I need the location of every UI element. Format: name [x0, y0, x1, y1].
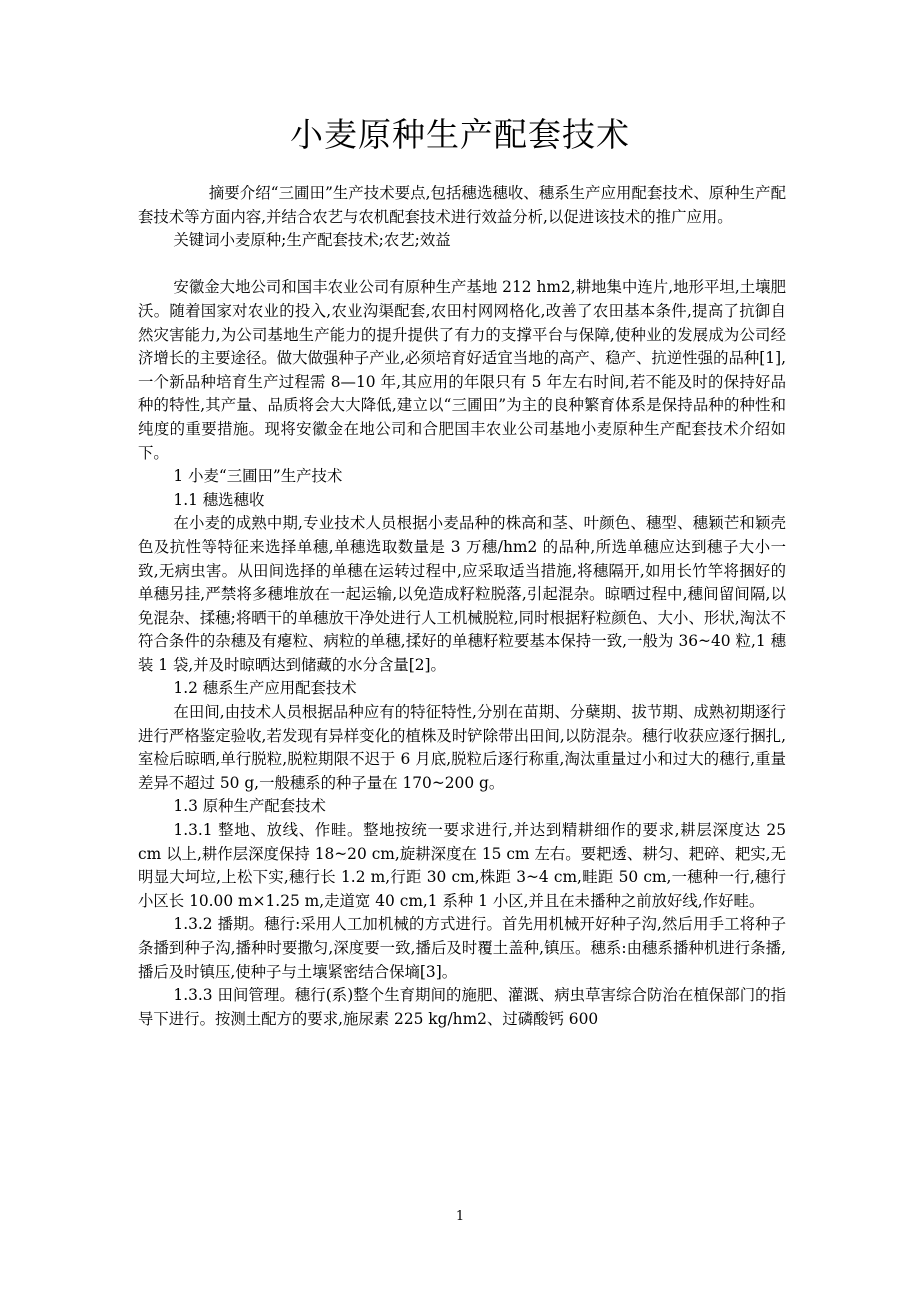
document-title: 小麦原种生产配套技术 — [290, 115, 630, 154]
subsection-heading-1-2: 1.2 穗系生产应用配套技术 — [173, 679, 357, 698]
section-heading-1: 1 小麦“三圃田”生产技术 — [173, 467, 343, 486]
intro-paragraph: 安徽金大地公司和国丰农业公司有原种生产基地 212 hm2,耕地集中连片,地形平坦,土壤肥沃。随着国家对农业的投入,农业沟渠配套,农田村网网格化,改善了农田基本条件,提高了抗御自然灾害能力,为公司基地生产能力的提升提供了有力的支撑平台与保障,使种业的发展成为公司经济增长的主要途径。做大做强种子产业,必须培育好适宜当地的高产、稳产、抗逆性强的品种[1],一个新品种培育生产过程需 8—10 年,其应用的年限只有 5 年左右时间,若不能及时的保持好品种的特性,其产量、品质将会大大降低,建立以“三圃田”为主的良种繁育体系是保持品种的种性和纯度的重要措施。现将安徽金在地公司和合肥国丰农业公司基地小麦原种生产配套技术介绍如下。 — [138, 278, 786, 462]
subsection-heading-1-1: 1.1 穗选穗收 — [173, 490, 265, 509]
page-number: 1 — [455, 1209, 465, 1224]
abstract-paragraph: 摘要介绍“三圃田”生产技术要点,包括穗选穗收、穗系生产应用配套技术、原种生产配套技术等方面内容,并结合农艺与农机配套技术进行效益分析,以促进该技术的推广应用。 — [138, 184, 786, 226]
subsection-heading-1-3: 1.3 原种生产配套技术 — [173, 797, 326, 816]
paragraph-1-2: 在田间,由技术人员根据品种应有的特征特性,分别在苗期、分蘖期、拔节期、成熟初期逐行进行严格鉴定验收,若发现有异样变化的植株及时铲除带出田间,以防混杂。穗行收获应逐行捆扎,室检后晾晒,单行脱粒,脱粒期限不迟于 6 月底,脱粒后逐行称重,淘汰重量过小和过大的穗行,重量差异不超过 50 g,一般穗系的种子量在 170~200 g。 — [138, 703, 786, 792]
paragraph-1-3-2: 1.3.2 播期。穗行:采用人工加机械的方式进行。首先用机械开好种子沟,然后用手工将种子条播到种子沟,播种时要撒匀,深度要一致,播后及时覆土盖种,镇压。穗系:由穗系播种机进行条播,播后及时镇压,使种子与土壤紧密结合保墒[3]。 — [138, 915, 786, 981]
paragraph-1-3-3: 1.3.3 田间管理。穗行(系)整个生育期间的施肥、灌溉、病虫草害综合防治在植保部门的指导下进行。按测土配方的要求,施尿素 225 kg/hm2、过磷酸钙 600 — [138, 986, 786, 1028]
paragraph-1-1: 在小麦的成熟中期,专业技术人员根据小麦品种的株高和茎、叶颜色、穗型、穗颖芒和颖壳色及抗性等特征来选择单穗,单穗选取数量是 3 万穗/hm2 的品种,所选单穗应达到穗子大小一致,无病虫害。从田间选择的单穗在运转过程中,应采取适当措施,将穗隔开,如用长竹竿将捆好的单穗另挂,严禁将多穗堆放在一起运输,以免造成籽粒脱落,引起混杂。晾晒过程中,穗间留间隔,以免混杂、揉穗;将晒干的单穗放干净处进行人工机械脱粒,同时根据籽粒颜色、大小、形状,淘汰不符合条件的杂穗及有瘪粒、病粒的单穗,揉好的单穗籽粒要基本保持一致,一般为 36~40 粒,1 穗装 1 袋,并及时晾晒达到储藏的水分含量[2]。 — [138, 514, 786, 674]
paragraph-1-3-1: 1.3.1 整地、放线、作畦。整地按统一要求进行,并达到精耕细作的要求,耕层深度达 25 cm 以上,耕作层深度保持 18~20 cm,旋耕深度在 15 cm 左右。要耙透、耕匀、耙碎、耙实,无明显大坷垃,上松下实,穗行长 1.2 m,行距 30 cm,株距 3~4 cm,畦距 50 cm,一穗种一行,穗行小区长 10.00 m×1.25 m,走道宽 40 cm,1 系种 1 小区,并且在未播种之前放好线,作好畦。 — [138, 821, 786, 910]
document-body — [138, 182, 786, 1031]
keywords-paragraph: 关键词小麦原种;生产配套技术;农艺;效益 — [173, 231, 451, 250]
